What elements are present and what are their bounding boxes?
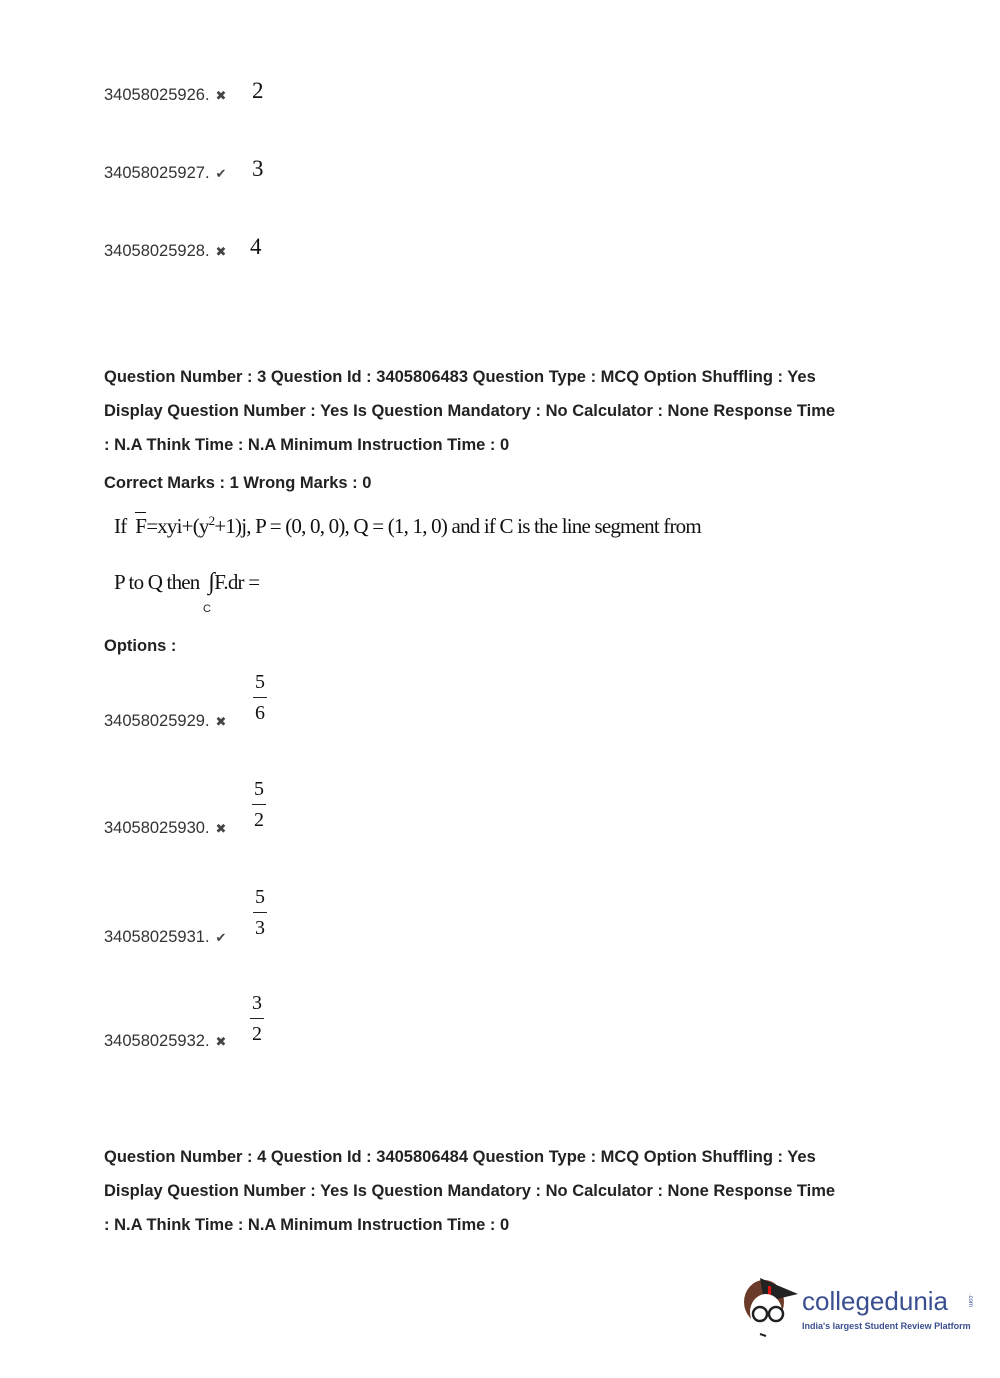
option-value: 3 [252,156,264,181]
option-id-text: 34058025929. [104,712,210,730]
vector-F: F [135,514,147,538]
option-id [104,1032,226,1051]
option-id [104,712,226,731]
superscript: 2 [208,513,215,528]
mascot-icon [740,1272,800,1338]
option-row [104,670,404,740]
question-text-line-1 [114,513,701,539]
option-row [104,78,264,105]
logo-suffix: .com [967,1294,973,1308]
option-id-text: 34058025932. [104,1032,210,1050]
option-id: 34058025928. [104,242,210,260]
option-id [104,928,226,947]
question-text-line-2 [114,569,259,595]
meta-line: Question Number : 4 Question Id : 3405806484 Question Type : MCQ Option Shuffling : Yes [104,1148,816,1166]
meta-line: : N.A Think Time : N.A Minimum Instruction Time : 0 [104,436,510,454]
integral-sign: ∫ [208,569,215,595]
q-text: P to Q then [114,570,200,594]
numerator: 5 [254,778,264,800]
option-value: 4 [250,234,262,259]
denominator: 2 [254,809,264,831]
option-id: 34058025927. [104,164,210,182]
denominator: 2 [252,1023,262,1045]
integrand: F.dr = [214,570,260,594]
numerator: 3 [252,992,262,1014]
question-3-meta [104,360,835,462]
option-row [104,234,262,261]
q-text: If [114,514,127,538]
cross-icon: ✖ [215,1034,227,1049]
cross-icon: ✖ [215,821,227,836]
meta-line: Question Number : 3 Question Id : 3405806483 Question Type : MCQ Option Shuffling : Yes [104,368,816,386]
fraction [252,777,266,832]
option-row [104,991,404,1061]
check-icon: ✔ [215,166,227,181]
numerator: 5 [255,886,265,908]
integral-subscript: C [203,603,211,615]
check-icon: ✔ [215,930,227,945]
denominator: 3 [255,917,265,939]
cross-icon: ✖ [215,714,227,729]
option-value: 2 [252,78,264,103]
fraction [253,885,267,940]
logo-wordmark: collegedunia [802,1286,949,1316]
question-4-meta [104,1140,835,1242]
option-id [104,819,226,838]
q-text: =xyi+(y [146,514,209,538]
marks-info: Correct Marks : 1 Wrong Marks : 0 [104,474,372,492]
meta-line: Display Question Number : Yes Is Question Mandatory : No Calculator : None Response Time [104,402,836,420]
logo-tagline: India's largest Student Review Platform [802,1321,971,1331]
fraction [250,991,264,1046]
option-id-text: 34058025931. [104,928,210,946]
options-label: Options : [104,637,177,655]
option-id: 34058025926. [104,86,210,104]
option-row [104,156,264,183]
collegedunia-logo [740,1272,990,1342]
cross-icon: ✖ [215,244,227,259]
option-row [104,885,404,955]
denominator: 6 [255,702,265,724]
option-row [104,777,404,847]
fraction [253,670,267,725]
meta-line: Display Question Number : Yes Is Question Mandatory : No Calculator : None Response Time [104,1182,836,1200]
q-text: +1)j, P = (0, 0, 0), Q = (1, 1, 0) and if C is the line segment from [214,514,701,538]
option-id-text: 34058025930. [104,819,210,837]
numerator: 5 [255,671,265,693]
cross-icon: ✖ [215,88,227,103]
meta-line: : N.A Think Time : N.A Minimum Instruction Time : 0 [104,1216,510,1234]
